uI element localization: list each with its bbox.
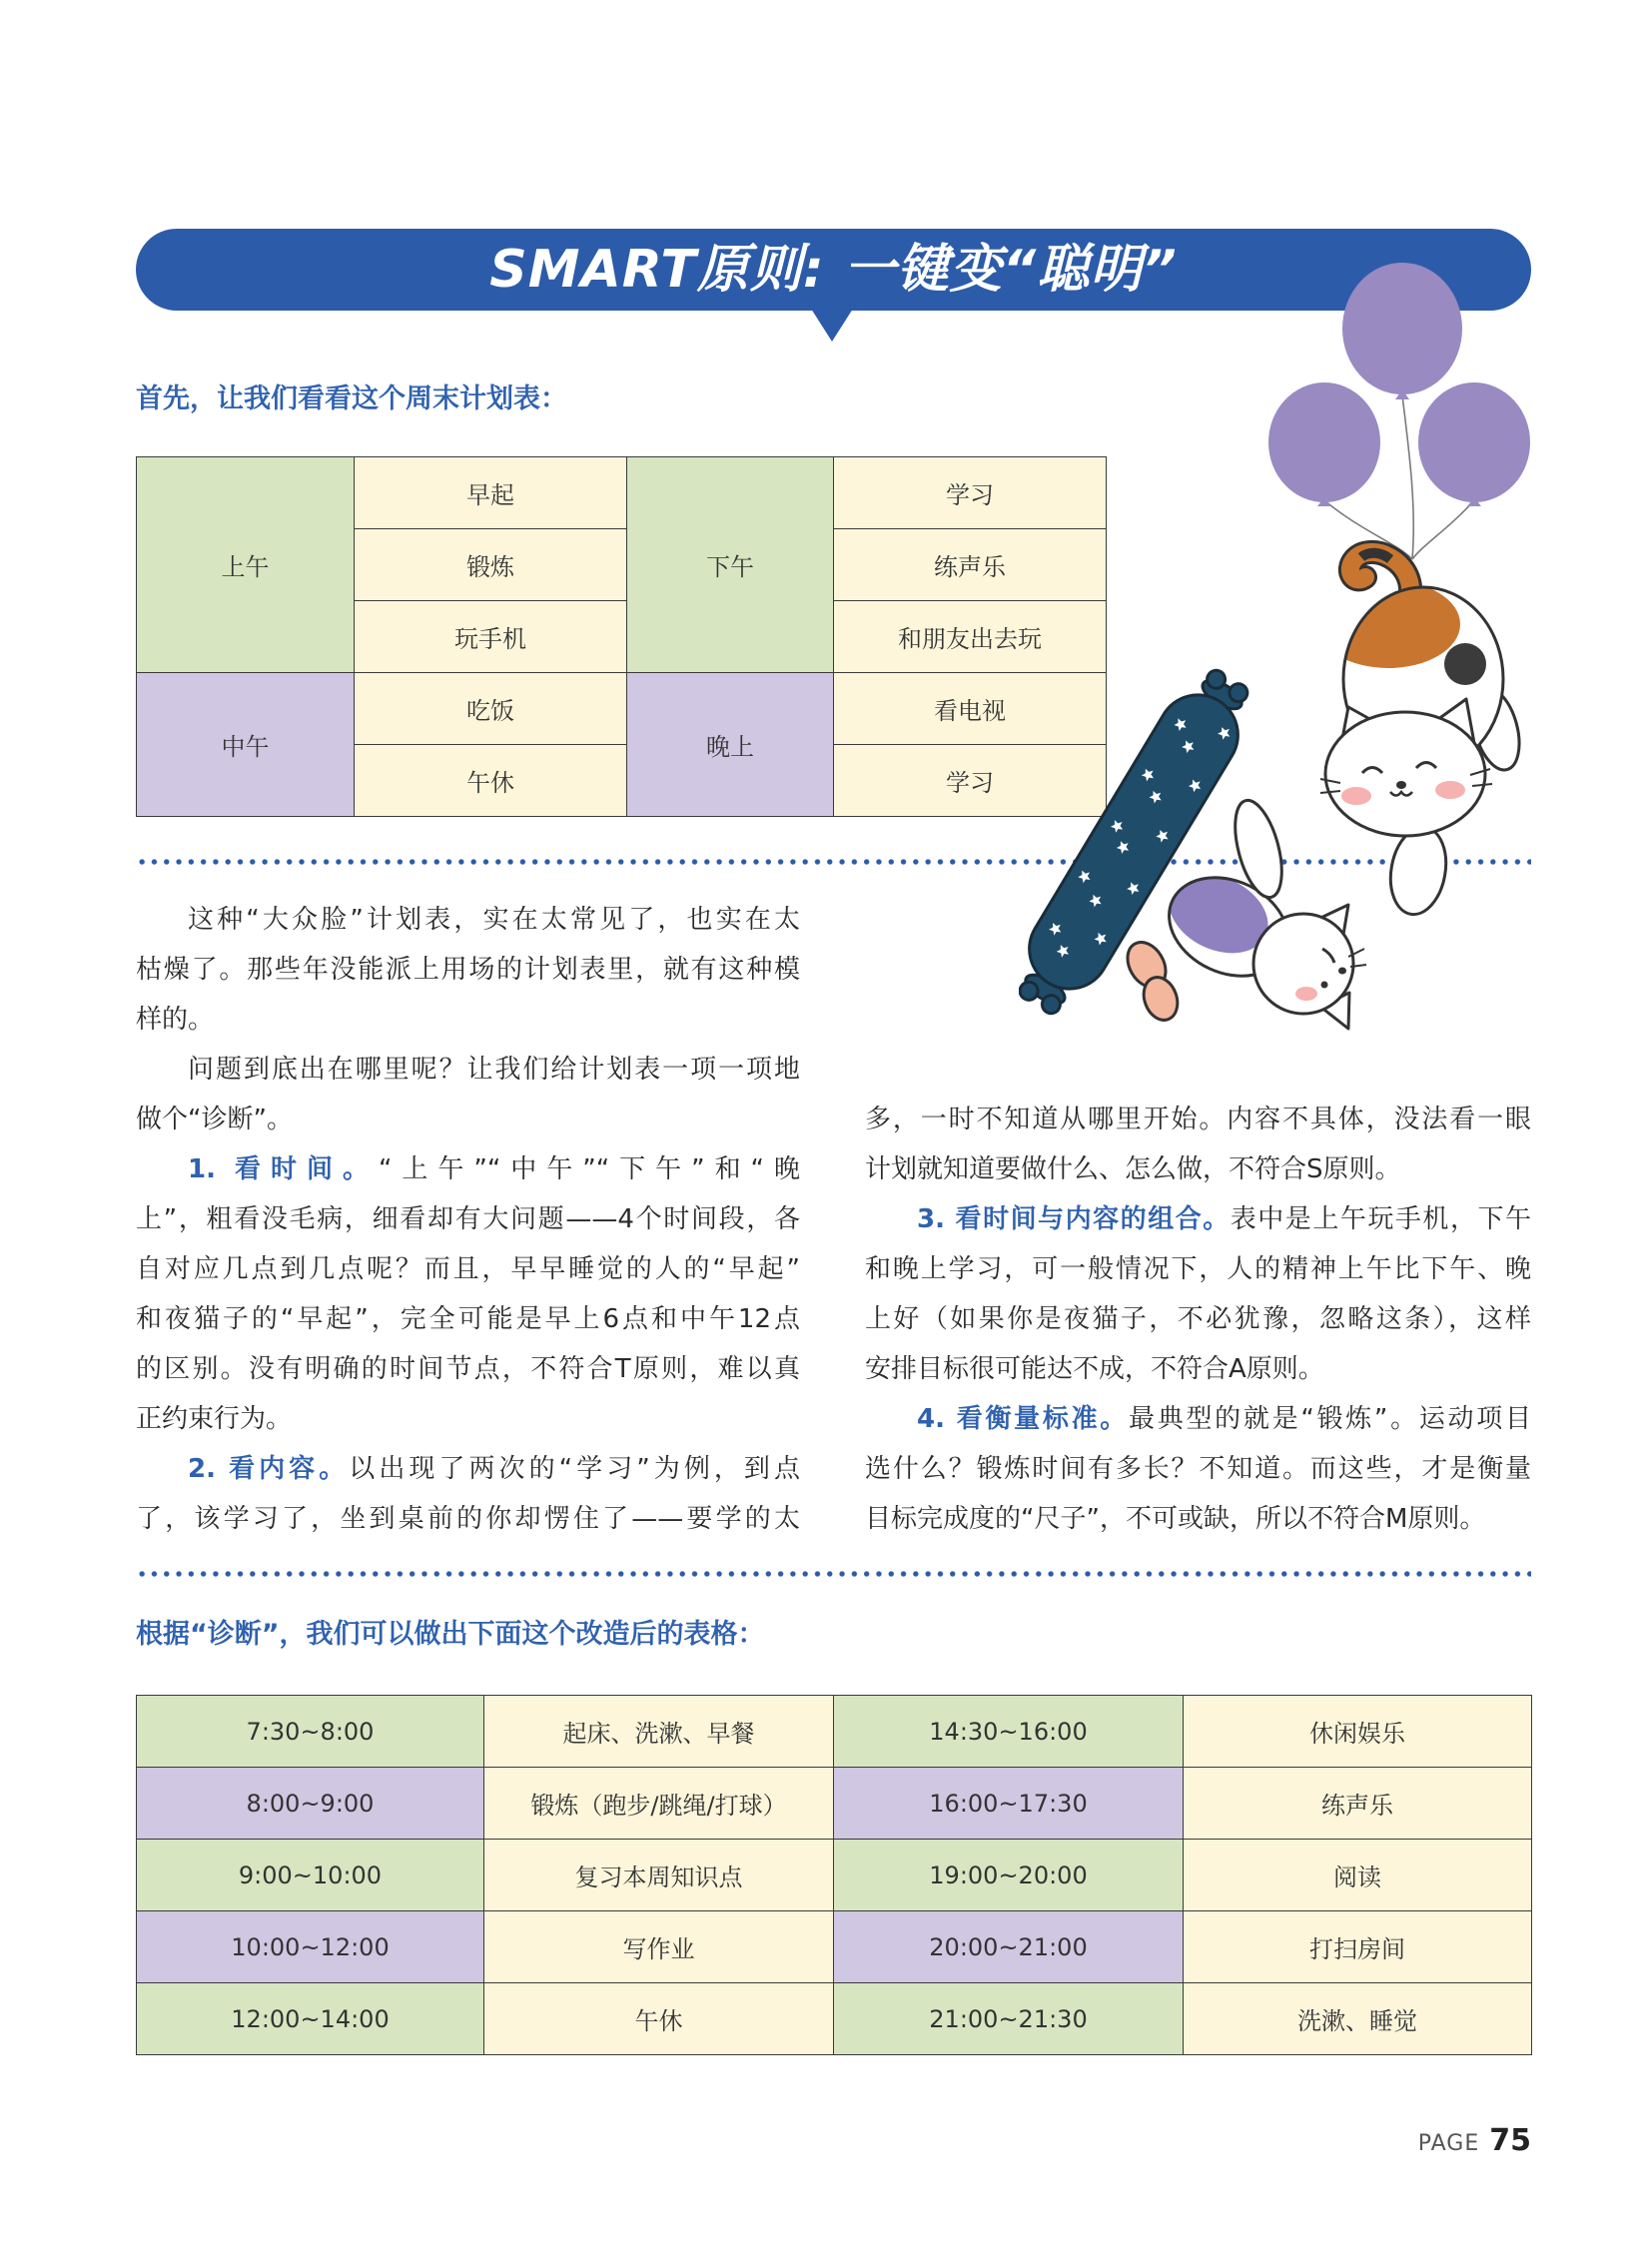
- activity-cell: 练声乐: [834, 529, 1107, 601]
- page-title: SMART原则: 一键变“聪明”: [489, 240, 1178, 300]
- p2-line: 问题到底出在哪里呢？让我们给计划表一项一项地: [188, 1055, 800, 1085]
- balloon-right: [1418, 382, 1530, 506]
- cat-black-spot: [1444, 643, 1486, 685]
- cat-cheek: [1295, 987, 1317, 1001]
- period-cell: 下午: [627, 457, 834, 673]
- p5-line: 安排目标很可能达不成，不符合A原则。: [865, 1354, 1324, 1384]
- p3-line: 和夜猫子的“早起”，完全可能是早上6点和中午12点: [136, 1304, 800, 1334]
- activity-cell: 起床、洗漱、早餐: [484, 1696, 834, 1768]
- p4-line: 多，一时不知道从哪里开始。内容不具体，没法看一眼: [865, 1105, 1531, 1134]
- activity-cell: 吃饭: [355, 673, 627, 745]
- time-cell: 16:00~17:30: [834, 1768, 1184, 1840]
- table-row: [137, 457, 1107, 529]
- activity-cell: 学习: [834, 745, 1107, 817]
- cat-hanging: [1316, 552, 1527, 919]
- balloon-left: [1268, 382, 1380, 506]
- p6-line: 目标完成度的“尺子”，不可或缺，所以不符合M原则。: [865, 1504, 1486, 1534]
- activity-cell: 休闲娱乐: [1184, 1696, 1532, 1768]
- point-heading: 4. 看衡量标准。: [917, 1404, 1130, 1434]
- p4-text: 以出现了两次的“学习”为例，到点: [349, 1454, 800, 1484]
- p3-line: 正约束行为。: [136, 1404, 293, 1434]
- activity-cell: 学习: [834, 457, 1107, 529]
- time-cell: 10:00~12:00: [137, 1911, 484, 1983]
- p3-line: 自对应几点到几点呢？而且，早早睡觉的人的“早起”: [136, 1254, 800, 1284]
- activity-cell: 看电视: [834, 673, 1107, 745]
- point-heading: 1. 看时间。: [188, 1154, 379, 1184]
- activity-cell: 锻炼（跑步/跳绳/打球）: [484, 1768, 834, 1840]
- activity-cell: 锻炼: [355, 529, 627, 601]
- time-cell: 12:00~14:00: [137, 1983, 484, 2055]
- point-heading: 2. 看内容。: [188, 1454, 350, 1484]
- activity-cell: 洗漱、睡觉: [1184, 1983, 1532, 2055]
- p6-line: 选什么？锻炼时间有多长？不知道。而这些，才是衡量: [865, 1454, 1531, 1484]
- p5-line: 上好（如果你是夜猫子，不必犹豫，忽略这条），这样: [865, 1304, 1531, 1334]
- p3-line: 的区别。没有明确的时间节点，不符合T原则，难以真: [136, 1354, 800, 1384]
- p1-line: 枯燥了。那些年没能派上用场的计划表里，就有这种模: [136, 955, 800, 985]
- p4-line: 了，该学习了，坐到桌前的你却愣住了——要学的太: [136, 1504, 800, 1534]
- activity-cell: 和朋友出去玩: [834, 601, 1107, 673]
- cat-nose: [1338, 968, 1346, 975]
- page-footer: [1418, 2123, 1531, 2158]
- cats-balloons-illustration: [1019, 260, 1538, 1079]
- time-cell: 7:30~8:00: [137, 1696, 484, 1768]
- activity-cell: 玩手机: [355, 601, 627, 673]
- p1-line: 样的。: [136, 1005, 215, 1035]
- p6-line: [865, 1394, 1531, 1444]
- activity-cell: 练声乐: [1184, 1768, 1532, 1840]
- time-cell: 19:00~20:00: [834, 1840, 1184, 1911]
- text-column-right: [865, 1095, 1531, 1544]
- page-number: 75: [1489, 2123, 1531, 2158]
- p5-line: 和晚上学习，可一般情况下，人的精神上午比下午、晚: [865, 1254, 1531, 1284]
- period-cell: 中午: [137, 673, 355, 817]
- activity-cell: 早起: [355, 457, 627, 529]
- p4-line: [136, 1444, 800, 1494]
- table-row: [137, 673, 1107, 745]
- cat-cheek: [1435, 781, 1465, 799]
- table-row: [137, 1696, 1532, 1768]
- time-cell: 9:00~10:00: [137, 1840, 484, 1911]
- p3-line: [136, 1144, 800, 1194]
- text-column-left: [136, 895, 800, 1544]
- activity-cell: 写作业: [484, 1911, 834, 1983]
- time-cell: 8:00~9:00: [137, 1768, 484, 1840]
- period-cell: 晚上: [627, 673, 834, 817]
- cat-nose: [1396, 781, 1406, 789]
- cat-orange-patch: [1316, 580, 1460, 668]
- p3-line: 上”，粗看没毛病，细看却有大问题——4个时间段，各: [136, 1204, 800, 1234]
- revised-heading: 根据“诊断”，我们可以做出下面这个改造后的表格：: [136, 1619, 765, 1650]
- activity-cell: 打扫房间: [1184, 1911, 1532, 1983]
- p1-line: 这种“大众脸”计划表，实在太常见了，也实在太: [188, 905, 800, 935]
- table-row: [137, 1983, 1532, 2055]
- activity-cell: 复习本周知识点: [484, 1840, 834, 1911]
- balloon-top: [1342, 263, 1462, 399]
- table-row: [137, 1768, 1532, 1840]
- period-cell: 上午: [137, 457, 355, 673]
- time-cell: 21:00~21:30: [834, 1983, 1184, 2055]
- cat-head: [1325, 712, 1485, 836]
- cat-eye: [1321, 982, 1328, 989]
- activity-cell: 阅读: [1184, 1840, 1532, 1911]
- table-row: [137, 1911, 1532, 1983]
- table-row: [137, 1840, 1532, 1911]
- p3-text: “上午”“中午”“下午”和“晚: [378, 1154, 800, 1184]
- time-cell: 14:30~16:00: [834, 1696, 1184, 1768]
- time-cell: 20:00~21:00: [834, 1911, 1184, 1983]
- p6-text: 最典型的就是“锻炼”。运动项目: [1129, 1404, 1531, 1434]
- point-heading: 3. 看时间与内容的组合。: [917, 1204, 1231, 1234]
- p2-line: 做个“诊断”。: [136, 1105, 293, 1134]
- intro-heading: 首先，让我们看看这个周末计划表：: [136, 383, 567, 414]
- banner-pointer: [811, 309, 853, 342]
- weekend-plan-table: [136, 456, 1107, 817]
- page-label: PAGE: [1417, 2131, 1480, 2156]
- revised-plan-table: [136, 1695, 1532, 2055]
- cat-leg: [1384, 823, 1452, 919]
- p4-line: 计划就知道要做什么、怎么做，不符合S原则。: [865, 1154, 1401, 1184]
- cat-cheek: [1341, 787, 1371, 805]
- p5-text: 表中是上午玩手机，下午: [1230, 1204, 1531, 1234]
- dotted-divider: [136, 1571, 1531, 1577]
- activity-cell: 午休: [355, 745, 627, 817]
- activity-cell: 午休: [484, 1983, 834, 2055]
- p5-line: [865, 1194, 1531, 1244]
